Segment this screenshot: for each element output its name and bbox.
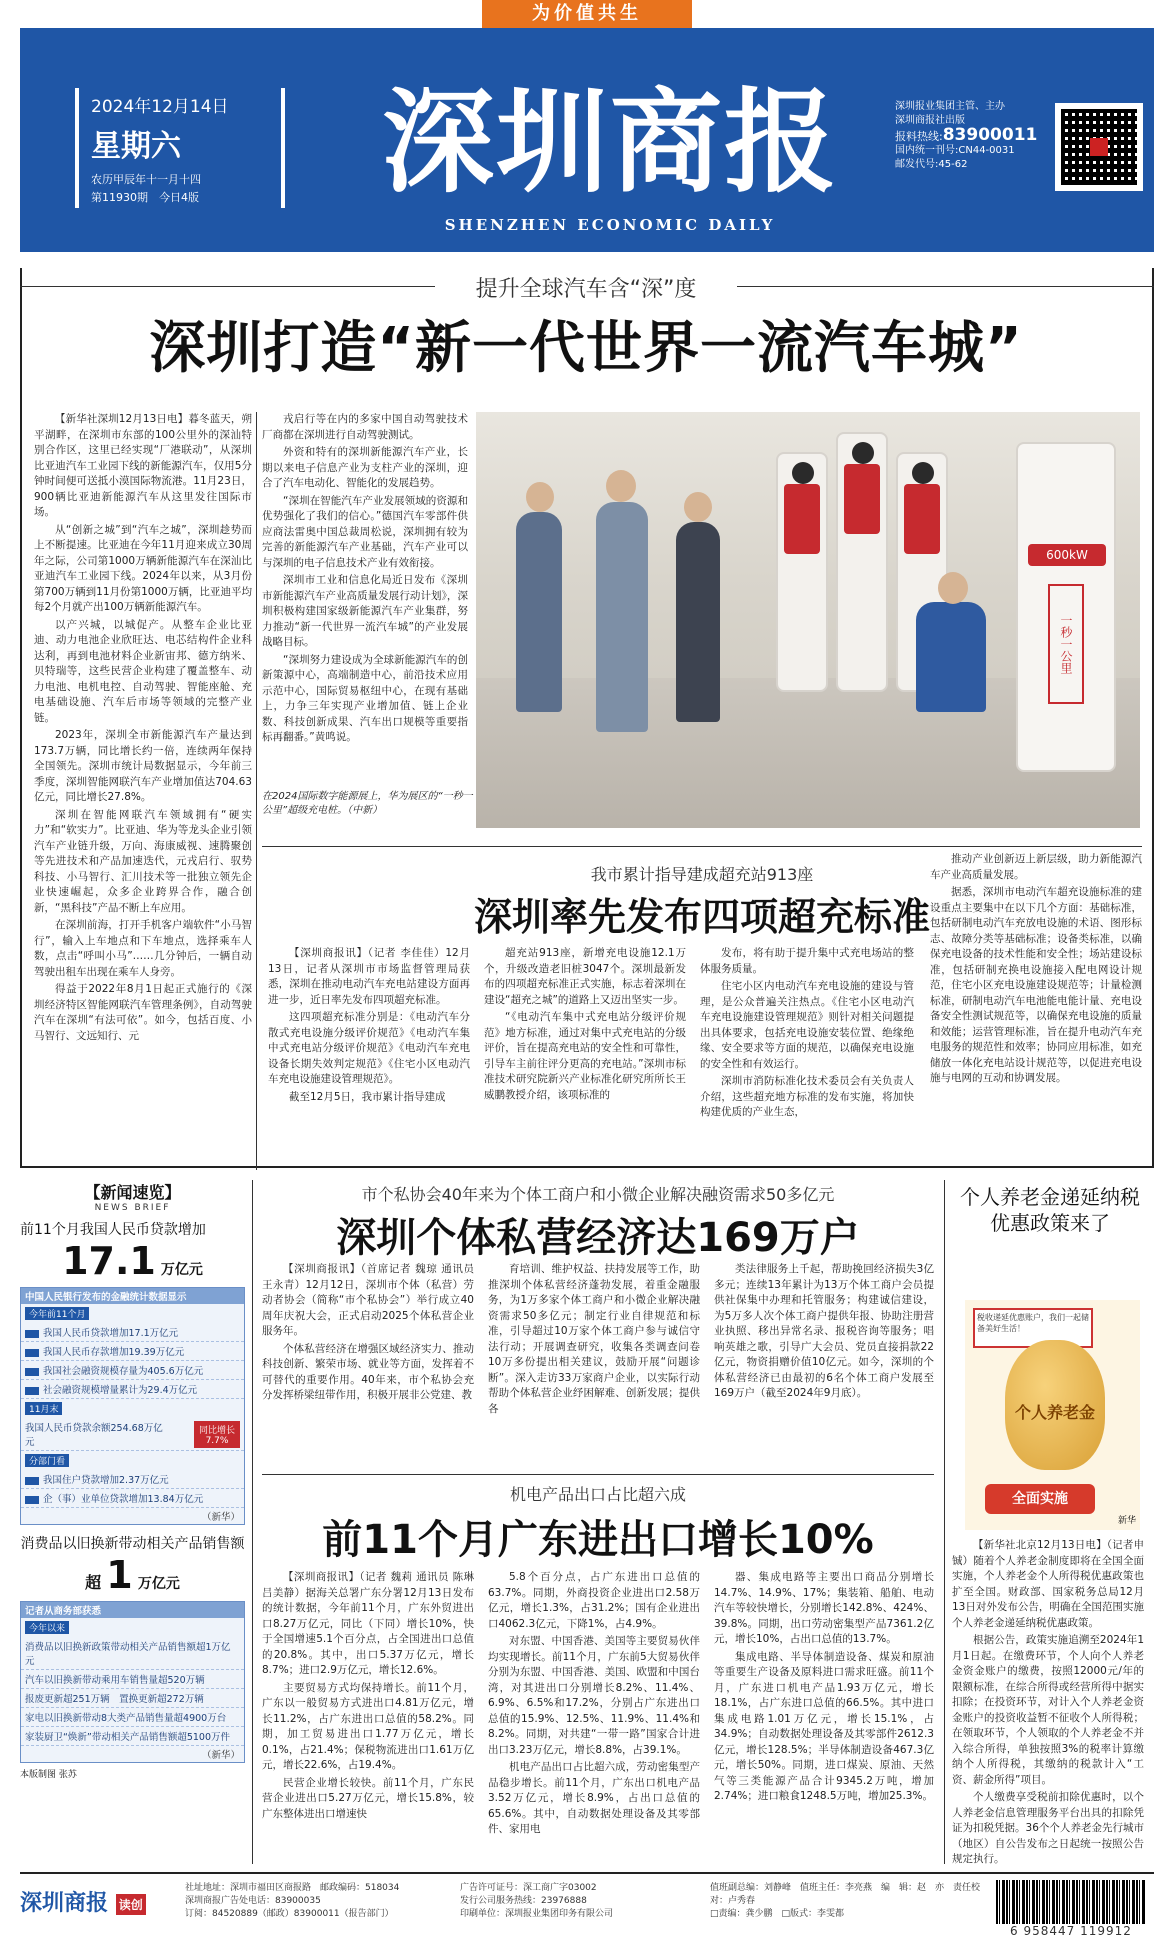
issue-date: 2024年12月14日 [91,97,229,117]
paragraph: 器、集成电路等主要出口商品分别增长14.7%、14.9%、17%；集装箱、船舶、电动汽车等较快增长，分别增长142.8%、424%、39.8%。同期，出口劳动密集型产品7361.2亿元，增长10%，占出口总值的13.7%。 [714,1571,934,1645]
sub-story-headline[interactable]: 深圳率先发布四项超充标准 [473,895,930,939]
date-box [75,88,285,208]
sub-story-col1 [268,946,470,1166]
masthead [20,3,1154,252]
paragraph: 从“创新之城”到“汽车之城”，深圳趁势而上不断提速。比亚迪在今年11月迎来成立30周年之际，公司第1000万辆新能源汽车在深汕比亚迪汽车工业园下线。2024年以来，从3月份第700万辆到11月份第1000万辆，比亚迪平均每2个月就产出100万辆新能源汽车。 [34,523,252,613]
infobox-row [21,1470,244,1489]
footer-editors [710,1882,980,1921]
person-shape [516,512,562,712]
person-shape [676,522,720,722]
brief-item2-unit: 万亿元 [137,1576,180,1592]
infobox-row [21,1380,244,1399]
footer-line: 订阅：84520889（邮政）83900011（报告部门） [185,1909,394,1919]
news-brief-sidebar [20,1180,245,1860]
paragraph: 机电产品出口占比超六成，劳动密集型产品稳步增长。前11个月，广东出口机电产品3.52万亿元，增长8.9%，占出口总值的65.6%。其中，自动数据处理设备及其零部件、家用电 [488,1761,700,1835]
person-head [938,572,968,604]
newspaper-title: 深圳商报 [382,77,838,208]
page-footer [20,1872,1154,1942]
photo-caption: 在2024国际数字能源展上，华为展区的“一秒一公里”超级充电桩。（中新） [262,791,473,816]
infobox-row-text: 我国人民币贷款余额254.68万亿元 [25,1423,163,1448]
brief-item2-number: 1 [106,1553,133,1597]
infobox-row: 家装厨卫“焕新”带动相关产品销售额超5100万件 [21,1727,244,1746]
infobox-row: 汽车以旧换新带动乘用车销售量超520万辆 [21,1670,244,1689]
main-story-kicker: 提升全球汽车含“深”度 [475,277,697,302]
infobox-header: 记者从商务部获悉 [21,1602,244,1618]
paragraph: 超充站913座，新增充电设施12.1万个，升级改造老旧桩3047个。深圳最新发布的四项超充标准正式实施，标志着深圳在建设“超充之城”的道路上又迈出坚实一步。 [484,947,686,1006]
footer-ad-info [460,1882,690,1921]
footer-line: 发行公司服务热线：23976888 [460,1896,587,1906]
private-story-headline[interactable]: 深圳个体私营经济达169万户 [336,1215,860,1261]
publisher-line2: 深圳商报社出版 [895,115,965,126]
footer-logo[interactable] [20,1886,170,1920]
infobox-row-text: 我国人民币存款增加19.39万亿元 [43,1347,185,1358]
charger-label: 一秒一公里 [1048,584,1084,704]
growth-badge: 同比增长7.7% [194,1421,240,1448]
brief-item1-figure [20,1239,245,1283]
paragraph: 深圳在智能网联汽车领域拥有“硬实力”和“软实力”。比亚迪、华为等龙头企业引领汽车产业链升级，万向、海康威视、速腾聚创等先进技术和产品加速迭代，元戎启行、驭势科技、小马智行、汇川技术等一批独立领先企业快速崛起，众多企业跨界合作，融合创新，“黑科技”产品不断上车应用。 [34,808,252,914]
paragraph: 个人缴费享受税前扣除优惠时，以个人养老金信息管理服务平台出具的扣除凭证为扣税凭据。36个个人养老金先行城市（地区）自公告发布之日起统一按照公告规定执行。 [952,1791,1144,1865]
barcode-icon [996,1880,1146,1924]
private-story-col2 [488,1262,700,1468]
paragraph: 深圳市工业和信息化局近日发布《深圳市新能源汽车产业高质量发展行动计划》，深圳积极构建国家级新能源汽车产业集群，努力推动“新一代世界一流汽车城”的产业发展战略目标。 [262,574,468,648]
paragraph: 对东盟、中国香港、美国等主要贸易伙伴均实现增长。前11个月，广东前5大贸易伙伴分别为东盟、中国香港、美国、欧盟和中国台湾，对其进出口分别增长8.2%、11.4%、6.9%、6.5%和17.2%，分别占广东进出口总值的15.9%、12.5%、11.9%、11.4%和8.2%。同期，对共建“一带一路”国家合计进出口3.23万亿元，增长8.8%，占39.1%。 [488,1635,700,1756]
paragraph: 主要贸易方式均保持增长。前11个月，广东以一般贸易方式进出口4.81万亿元，增长11.2%，占广东进出口总值的58.2%。同期，加工贸易进出口1.77万亿元，增长0.1%，占21.4%；保税物流进出口1.61万亿元，增长22.6%，占19.4%。 [262,1681,474,1771]
sub-story-col2 [484,946,686,1166]
illus-credit: 新华 [1117,1516,1136,1526]
footer-line: 值班副总编：刘静峰 值班主任：李亮燕 编 辑：赵 亦 责任校对：卢秀春 [710,1883,981,1906]
person-head [606,470,636,502]
brief-item2-head[interactable]: 消费品以旧换新带动相关产品销售额 [20,1536,245,1552]
infobox-tag: 分部门看 [25,1454,69,1467]
paragraph: 个体私营经济在增强区域经济实力、推动科技创新、繁荣市场、就业等方面，发挥着不可替代的重要作用。40年来，市个私协会充分发挥桥梁纽带作用，积极开展非公党建、教 [262,1342,474,1401]
private-story-col1 [262,1262,474,1468]
infobox-source: （新华） [201,1512,240,1523]
column-divider [256,412,257,1170]
infobox-tag: 今年前11个月 [25,1307,89,1320]
qr-code-icon[interactable] [1055,103,1143,191]
sub-story-kicker: 我市累计指导建成超充站913座 [590,865,814,884]
infobox-row [21,1489,244,1508]
infobox-row [21,1323,244,1342]
illus-stamp: 全面实施 [985,1484,1095,1514]
issue-number: 第11930期 今日4版 [91,191,199,204]
infobox-row-text: 我国人民币贷款增加17.1万亿元 [43,1328,179,1339]
paragraph: 【深圳商报讯】（记者 魏莉 通讯员 陈琳 吕美静）据海关总署广东分署12月13日发布的统计数据，今年前11个月，广东外贸进出口8.27万亿元，同比（下同）增长10%，快于全国增速5.1个百分点，占全国进出口总值的20.8%。其中，出口5.37万亿元，增长8.7%；进口2.9万亿元，增长12.6%。 [262,1571,474,1676]
infobox-row [21,1361,244,1380]
main-story-photo[interactable] [476,412,1140,828]
section-rule [262,1474,934,1475]
private-story-col3 [714,1262,934,1468]
loan-infobox [20,1287,245,1525]
main-story-headline[interactable]: 深圳打造“新一代世界一流汽车城” [149,316,1023,381]
paragraph: 据悉，深圳市电动汽车超充设施标准的建设重点主要集中在以下几个方面：基础标准，包括研制电动汽车充放电设施的术语、图形标志、故障分类等基础标准；设备类标准，以确保充电设备的技术性能和安全性；场站建设标准，包括研制充换电设施接入配电网设计规范，住宅小区充电设施建设规范等；计量检测标准，研制电动汽车电池能电能计量、充电设备安全性测试规范等，以确保充电设施的质量和效能；运营管理标准，旨在提升电动汽车充电服务的规范性和效率；协同应用标准，如充储放一体化充电站设计规范等，以促进充电设施与电网的互动和协调发展。 [930,886,1142,1084]
charger-shape-large [1016,442,1116,772]
paragraph: 发布，将有助于提升集中式充电场站的整体服务质量。 [700,947,914,975]
hotline-number: 83900011 [942,125,1038,145]
paragraph: 截至12月5日，我市累计指导建成 [289,1090,446,1103]
illus-sign: 税收递延优惠账户，我们一起储备美好生活！ [973,1308,1093,1348]
sub-story-col3 [700,946,914,1166]
section-rule [262,846,1142,847]
infobox-header: 中国人民银行发布的金融统计数据显示 [21,1288,244,1304]
brief-item1-number: 17.1 [62,1239,156,1283]
publisher-info [895,100,1045,172]
column-divider [944,1180,945,1864]
brief-item1-head[interactable]: 前11个月我国人民币贷款增加 [20,1222,206,1238]
paragraph: 民营企业增长较快。前11个月，广东民营企业进出口5.27万亿元，增长15.8%，较广东整体进出口增速快 [262,1776,474,1820]
export-story-col2 [488,1570,700,1866]
pension-headline[interactable]: 个人养老金递延纳税优惠政策来了 [960,1185,1140,1235]
footer-line: 广告许可证号：深工商广字03002 [460,1883,597,1893]
barcode-number: 6 958447 119912 [1010,1924,1132,1938]
brief-item2-figure [20,1553,245,1597]
paragraph: 得益于2022年8月1日起正式施行的《深圳经济特区智能网联汽车管理条例》，自动驾驶汽车在深圳“有法可依”。如今，包括百度、小马智行、文远知行、元 [34,983,252,1042]
infobox-row: 报废更新超251万辆 置换更新超272万辆 [21,1689,244,1708]
paragraph: 在深圳前海，打开手机客户端软件“小马智行”，输入上车地点和下车地点，选择乘车人数，点击“呼叫小马”……几分钟后，一辆自动驾驶出租车出现在乘车人身旁。 [34,919,252,978]
hotline [895,125,1045,145]
export-story-headline[interactable]: 前11个月广东进出口增长10% [322,1517,874,1563]
paragraph: 集成电路、半导体制造设备、煤炭和原油等重要生产设备及原料进口需求旺盛。前11个月，广东进口机电产品1.93万亿元，增长18.1%，占广东进口总值的66.5%。其中进口集成电路1.01万亿元，增长15.1%，占34.9%；自动数据处理设备及其零部件2612.3亿元，增长128.5%；半导体制造设备467.3亿元，增长50%。同期，进口煤炭、原油、天然气等三类能源产品合计9345.2万吨，增加2.74%；进口粮食1248.5万吨，增加25.3%。 [714,1650,934,1802]
footer-logo-text: 深圳商报 [20,1890,109,1916]
charger-shape [836,432,888,692]
footer-logo-badge: 读创 [116,1894,146,1915]
export-story-kicker: 机电产品出口占比超六成 [509,1485,686,1504]
sub-story-col4 [930,852,1142,1166]
cn-number: 国内统一刊号:CN44-0031 [895,145,1015,156]
paragraph: 这四项超充标准分别是：《电动汽车分散式充电设施分级评价规范》《电动汽车集中式充电站分级评价规范》《电动汽车充电设备长期失效判定规范》《住宅小区电动汽车充电设施建设管理规范》。 [268,1011,470,1085]
postal-code: 邮发代号:45-62 [895,159,968,170]
paragraph: 【新华社北京12月13日电】（记者申铖）随着个人养老金制度即将在全国全面实施，个人养老金个人所得税优惠政策也扩至全国。财政部、国家税务总局12月13日对外发布公告，明确在全国范围实施个人养老金递延纳税优惠政策。 [952,1539,1144,1629]
pension-illustration[interactable] [965,1300,1140,1530]
paragraph: “《电动汽车集中式充电站分级评价规范》地方标准，通过对集中式充电站的分级评价，旨在提高充电站的安全性和可靠性，引导车主前往评分更高的充电站。”深圳市标准技术研究院新兴产业标准化研究所所长王威鹏教授介绍，该项标准的 [484,1011,686,1101]
person-shape [916,602,986,712]
paragraph: 【深圳商报讯】（记者 李佳佳）12月13日，记者从深圳市市场监督管理局获悉，深圳在推动电动汽车充电站建设方面再进一步，近日率先发布四项超充标准。 [268,947,470,1006]
paragraph: 戎启行等在内的多家中国自动驾驶技术厂商都在深圳进行自动驾驶测试。 [262,413,468,441]
graphic-credit: 本版制图 张苏 [20,1770,77,1780]
footer-line: 社址地址：深圳市福田区商报路 邮政编码：518034 [185,1883,400,1893]
paragraph: 育培训、维护权益、扶持发展等工作，助推深圳个体私营经济蓬勃发展，着重金融服务，为1万多家个体工商户和小微企业解决融资需求50多亿元；制定行业自律规范和标准，引导超过10万家个体工商户参与诚信守法行动；开展调查研究，收集各类调查问卷10万多份提出相关建议，鼓励开展“问题诊断”。深入走访33万家商户企业，以实际行动帮助个体私营企业纾困解难、创新发展；提供各 [488,1263,700,1415]
paragraph: 住宅小区内电动汽车充电设施的建设与管理，是公众普遍关注热点。《住宅小区电动汽车充电设施建设管理规范》则针对相关问题提出具体要求，包括充电设施安装位置、绝缘绝缘、安全要求等方面的规范，以确保充电设施的安全性和有效运行。 [700,980,914,1070]
main-story-col1 [34,412,252,1172]
infobox-row-text: 企（事）业单位贷款增加13.84万亿元 [43,1494,204,1505]
pension-body [952,1538,1144,1866]
infobox-row-text: 我国社会融资规模存量为405.6万亿元 [43,1366,204,1377]
infobox-row: 消费品以旧换新政策带动相关产品销售额超1万亿元 [21,1637,244,1670]
export-story-col1 [262,1570,474,1866]
paragraph: 【新华社深圳12月13日电】暮冬蓝天，朔平湖畔，在深圳市东部的100公里外的深汕特别合作区，这里已经实现“厂港联动”，从深圳比亚迪汽车工业园下线的新能源汽车，仅用5分钟时间便可送抵小漠国际物流港。11月23日，900辆比亚迪新能源汽车从这里发往国际市场。 [34,413,252,518]
infobox-row-text: 社会融资规模增量累计为29.4万亿元 [43,1385,198,1396]
infobox-row: 家电以旧换新带动8大类产品销售量超4900万台 [21,1708,244,1727]
infobox-tag: 11月末 [25,1402,62,1415]
slogan-tab: 为价值共生 [482,0,692,28]
export-story-col3 [714,1570,934,1866]
infobox-source: （新华） [201,1750,240,1761]
paragraph: 以产兴城，以城促产。从整车企业比亚迪、动力电池企业欣旺达、电芯结构件企业科达利，再到电池材料企业新宙邦、德方纳米、贝特瑞等，这些民营企业构建了覆盖整车、动力电池、电机电控、自动驾驶、智能座舱、充电基础设施、汽车后市场等领域的完整产业链。 [34,618,252,724]
brief-item2-prefix: 超 [85,1573,102,1592]
brief-item1-unit: 万亿元 [160,1262,203,1278]
paragraph: “深圳在智能汽车产业发展领域的资源和优势强化了我们的信心。”德国汽车零部件供应商法雷奥中国总裁周松说，深圳拥有较为完善的新能源汽车产业基础，汽车产业可以与深圳的电子信息技术产业有效衔接。 [262,494,468,569]
person-head [526,482,554,512]
infobox-tag: 今年以来 [25,1621,69,1634]
person-shape [596,502,648,732]
person-head [684,492,712,522]
footer-line: □责编：龚少鹏 □版式：李雯都 [710,1909,845,1919]
infobox-row [21,1342,244,1361]
column-divider [252,1180,253,1864]
infobox-row-text: 我国住户贷款增加2.37万亿元 [43,1475,169,1486]
lunar-date: 农历甲辰年十一月十四 [91,173,201,186]
illus-bag-text: 个人养老金 [1014,1403,1095,1422]
hotline-label: 报料热线: [895,130,943,143]
paragraph: 【深圳商报讯】（首席记者 魏琼 通讯员 王永青）12月12日，深圳市个体（私营）劳动者协会（简称“市个私协会”）举行成立40周年庆祝大会，正式启动2025个体私营企业服务年。 [262,1263,474,1337]
paragraph: 2023年，深圳全市新能源汽车产量达到173.7万辆，同比增长约一倍，连续两年保持全国领先。深圳市统计局数据显示，今年前三季度，深圳智能网联汽车产业增加值达704.63亿元，同比增长27.8%。 [34,729,252,803]
footer-line: 印刷单位：深圳报业集团印务有限公司 [460,1909,614,1919]
infobox-row [21,1418,244,1451]
charger-power-sign: 600kW [1028,544,1106,566]
publisher-line1: 深圳报业集团主管、主办 [895,101,1005,112]
news-brief-title-en: NEWS BRIEF [94,1203,171,1213]
paragraph: 类法律服务上千起，帮助挽回经济损失3亿多元；连续13年累计为13万个体工商户会员提供社保集中办理和托管服务；构建诚信建设，为5万多人次个体工商户提供年报、协助注册营业执照、移出异常名录、报税咨询等服务；唱响英雄之歌，引导广大会员、党员直接捐款22亿元，物资捐赠价值10亿元。如今，深圳的个体私营经济已由最初的6名个体工商户发展至169万户（截至2024年9月底）。 [714,1263,934,1399]
paragraph: 推动产业创新迈上新层级，助力新能源汽车产业高质量发展。 [930,853,1142,881]
footer-address [185,1882,445,1921]
charger-shape [776,452,828,692]
paragraph: 深圳市消防标准化技术委员会有关负责人介绍，这些超充地方标准的发布实施，将加快构建优质的产业生态， [700,1075,914,1118]
weekday: 星期六 [91,129,181,164]
paragraph: 外资和特有的深圳新能源汽车产业，长期以来电子信息产业为支柱产业的深圳，迎合了汽车电动化、智能化的发展趋势。 [262,446,468,489]
news-brief-title: 【新闻速览】 [84,1183,181,1202]
footer-line: 深圳商报广告处电话：83900035 [185,1896,321,1906]
paragraph: “深圳努力建设成为全球新能源汽车的创新策源中心，高端制造中心，前沿技术应用示范中心，国际贸易枢纽中心，在现有基础上，力争三年实现产业增加值、链上企业数、科技创新成果、汽车出口规模等重要指标再翻番。”黄鸣说。 [262,653,468,743]
trade-in-infobox [20,1601,245,1763]
private-story-kicker: 市个私协会40年来为个体工商户和小微企业解决融资需求50多亿元 [361,1185,835,1204]
paragraph: 根据公告，政策实施追溯至2024年1月1日起。在缴费环节，个人向个人养老金资金账户的缴费，按照12000元/年的限额标准，在综合所得或经营所得中据实扣除；在投资环节，对计入个人养老金资金账户的投资收益暂不征收个人所得税；在领取环节，个人领取的个人养老金不并入综合所得，单独按照3%的税率计算缴纳个人所得税，其缴纳的税款计入“工资、薪金所得”项目。 [952,1634,1144,1786]
newspaper-title-en: SHENZHEN ECONOMIC DAILY [444,216,776,234]
paragraph: 5.8个百分点，占广东进出口总值的63.7%。同期，外商投资企业进出口2.58万亿元，增长1.3%，占31.2%；国有企业进出口4062.3亿元，下降1%，占4.9%。 [488,1571,700,1630]
main-story-col2 [262,412,468,782]
